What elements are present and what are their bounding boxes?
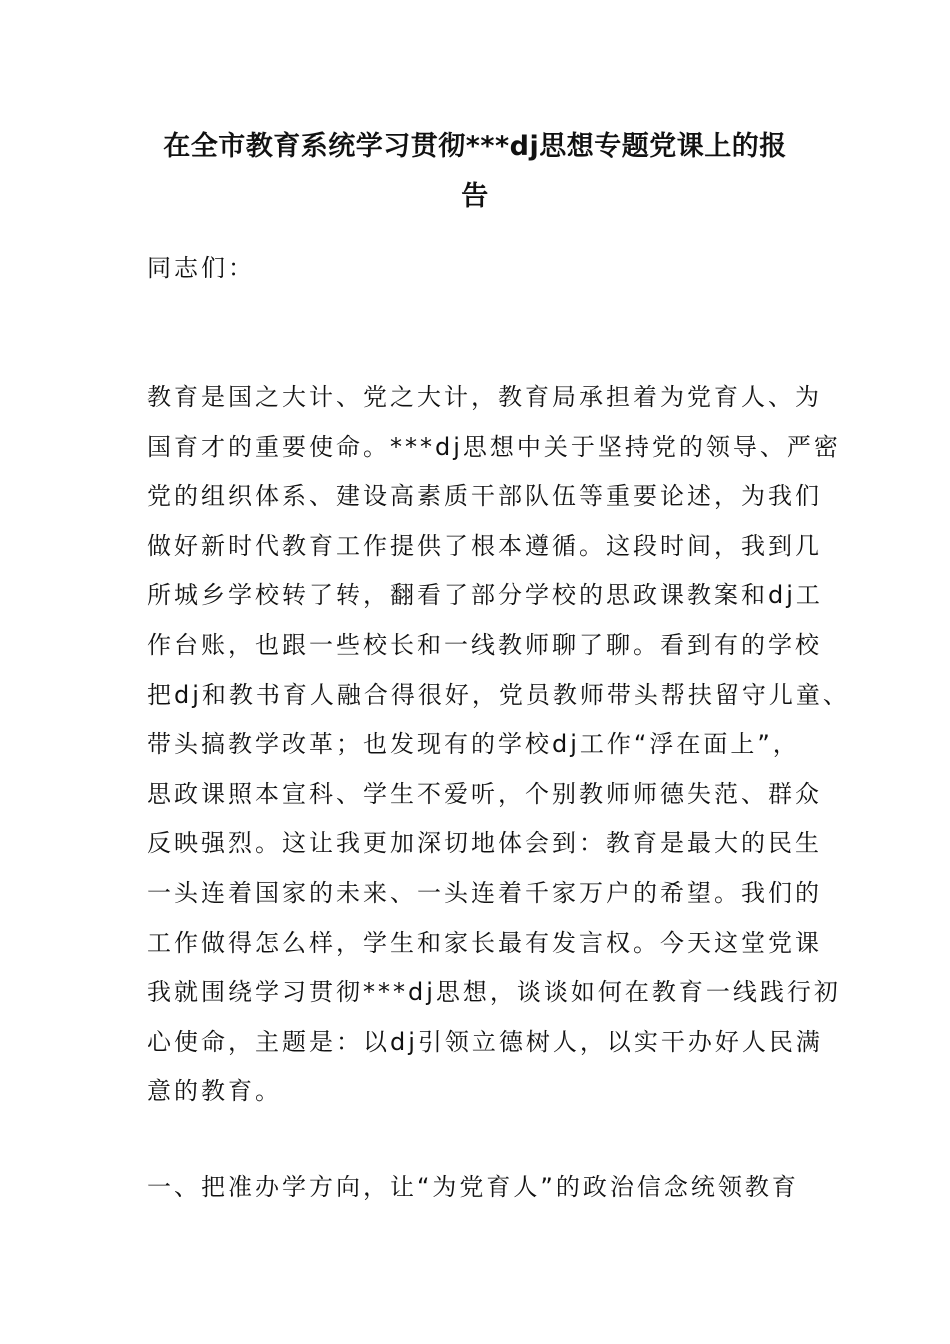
paragraph-line: 教育是国之大计、党之大计，教育局承担着为党育人、为 xyxy=(147,383,822,411)
paragraph-line: 国育才的重要使命。***dj思想中关于坚持党的领导、严密 xyxy=(147,432,841,461)
paragraph-line: 意的教育。 xyxy=(147,1077,282,1106)
paragraph-line: 做好新时代教育工作提供了根本遵循。这段时间，我到几 xyxy=(147,531,822,560)
paragraph-line: 作台账，也跟一些校长和一线教师聊了聊。看到有的学校 xyxy=(147,630,822,659)
paragraph-line: 一头连着国家的未来、一头连着千家万户的希望。我们的 xyxy=(147,878,822,907)
paragraph-line: 反映强烈。这让我更加深切地体会到：教育是最大的民生 xyxy=(147,829,822,858)
paragraph-line: 带头搞教学改革；也发现有的学校dj工作“浮在面上”， xyxy=(147,730,800,759)
section-heading: 一、把准办学方向，让“为党育人”的政治信念统领教育 xyxy=(147,1173,799,1201)
paragraph-line: 把dj和教书育人融合得很好，党员教师带头帮扶留守儿童、 xyxy=(147,680,850,709)
title-line: 告 xyxy=(461,180,489,212)
paragraph-line: 工作做得怎么样，学生和家长最有发言权。今天这堂党课 xyxy=(147,928,822,957)
paragraph-line: 党的组织体系、建设高素质干部队伍等重要论述，为我们 xyxy=(147,482,822,511)
paragraph-line: 心使命，主题是：以dj引领立德树人，以实干办好人民满 xyxy=(147,1027,823,1056)
paragraph-line: 我就围绕学习贯彻***dj思想，谈谈如何在教育一线践行初 xyxy=(147,978,841,1007)
salutation: 同志们： xyxy=(147,254,255,282)
document-title xyxy=(100,120,850,219)
paragraph-line: 思政课照本宣科、学生不爱听，个别教师师德失范、群众 xyxy=(147,779,822,808)
paragraph-line: 所城乡学校转了转，翻看了部分学校的思政课教案和dj工 xyxy=(147,581,823,610)
intro-paragraph xyxy=(147,373,850,1117)
title-line: 在全市教育系统学习贯彻***dj思想专题党课上的报 xyxy=(163,131,787,162)
